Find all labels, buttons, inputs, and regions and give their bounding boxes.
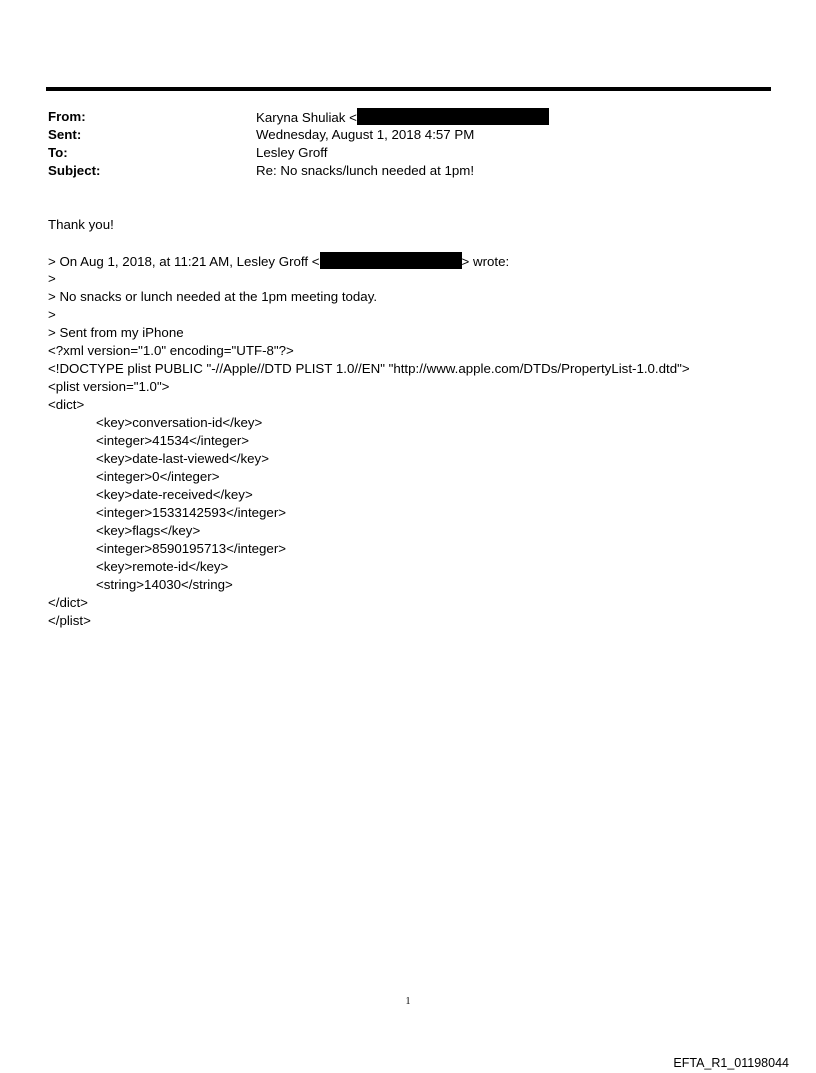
redaction-box: [320, 252, 462, 269]
dict-line: <key>date-last-viewed</key>: [96, 451, 269, 466]
sent-value: Wednesday, August 1, 2018 4:57 PM: [256, 127, 475, 142]
quote-text: > No snacks or lunch needed at the 1pm meeting today.: [48, 289, 378, 304]
dict-line: <key>flags</key>: [96, 523, 201, 538]
to-label: To:: [48, 145, 68, 160]
dict-close: </dict>: [48, 595, 88, 610]
redaction-box: [357, 108, 549, 125]
from-value: [256, 108, 549, 127]
xml-declaration: <?xml version="1.0" encoding="UTF-8"?>: [48, 343, 294, 358]
plist-open: <plist version="1.0">: [48, 379, 170, 394]
quote-blank-line: >: [48, 271, 56, 286]
doctype-line: <!DOCTYPE plist PUBLIC "-//Apple//DTD PLIST 1.0//EN" "http://www.apple.com/DTDs/PropertyList-1.0.dtd">: [48, 361, 690, 376]
dict-line: <integer>41534</integer>: [96, 433, 250, 448]
dict-open: <dict>: [48, 397, 85, 412]
quote-intro: [48, 252, 509, 271]
dict-line: <integer>0</integer>: [96, 469, 220, 484]
subject-value: Re: No snacks/lunch needed at 1pm!: [256, 163, 475, 178]
to-value: Lesley Groff: [256, 145, 328, 160]
quote-blank-line: >: [48, 307, 56, 322]
header-rule: [46, 87, 771, 91]
subject-label: Subject:: [48, 163, 101, 178]
dict-line: <integer>1533142593</integer>: [96, 505, 287, 520]
from-name: Karyna Shuliak <: [256, 110, 357, 125]
dict-line: <integer>8590195713</integer>: [96, 541, 287, 556]
quote-intro-before: > On Aug 1, 2018, at 11:21 AM, Lesley Groff <: [48, 254, 320, 269]
dict-line: <string>14030</string>: [96, 577, 233, 592]
bates-number: EFTA_R1_01198044: [673, 1056, 789, 1070]
from-label: From:: [48, 109, 86, 124]
dict-line: <key>conversation-id</key>: [96, 415, 263, 430]
dict-line: <key>date-received</key>: [96, 487, 253, 502]
dict-line: <key>remote-id</key>: [96, 559, 229, 574]
sent-label: Sent:: [48, 127, 82, 142]
greeting: Thank you!: [48, 217, 114, 232]
quote-intro-after: > wrote:: [461, 254, 510, 269]
quote-signature: > Sent from my iPhone: [48, 325, 184, 340]
page-number: 1: [405, 996, 411, 1007]
plist-close: </plist>: [48, 613, 91, 628]
